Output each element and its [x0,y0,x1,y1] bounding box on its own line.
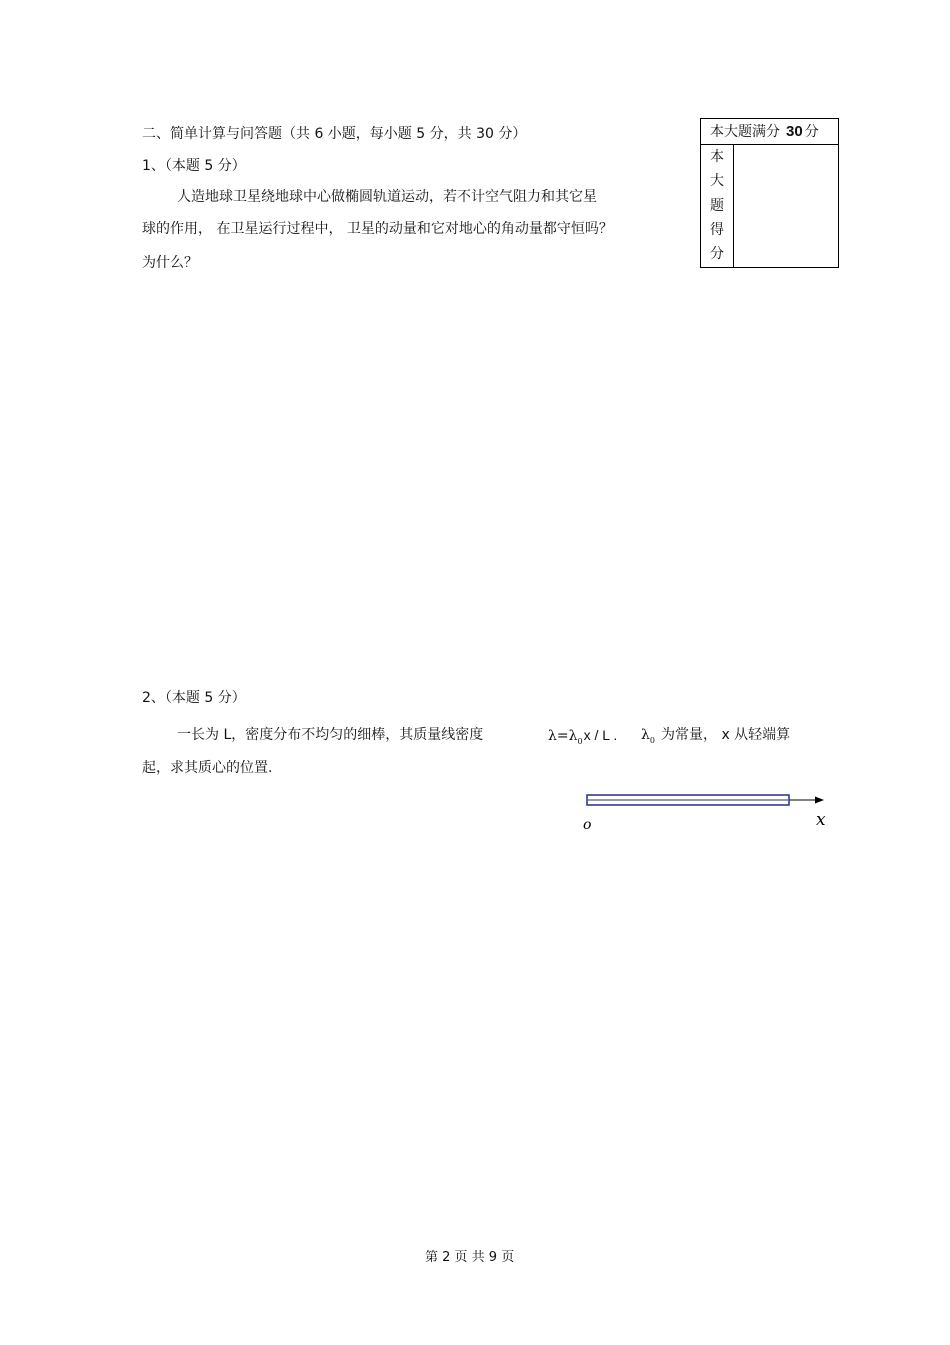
score-box-side-char: 大 [710,173,724,190]
formula-lambda: λ=λ [548,728,578,744]
q1-text-line3: 为什么？ [142,255,198,271]
score-box-unit: 分 [804,124,819,140]
q2-text-line2: 起，求其质心的位置. [142,760,273,776]
q1-text-line1: 人造地球卫星绕地球中心做椭圆轨道运动，若不计空气阻力和其它星 [177,189,597,205]
score-entry-field[interactable] [735,146,838,267]
score-box-side-label [701,145,734,268]
q2-constant-symbol [641,728,655,745]
q1-text-line2: 球的作用， 在卫星运行过程中， 卫星的动量和它对地心的角动量都守恒吗？ [142,221,613,237]
constant-subscript: 0 [649,735,655,745]
axis-x-label: x [816,810,826,830]
q2-text-line1-after: 为常量， x 从轻端算 [661,727,791,743]
x-axis-arrowhead [815,797,824,804]
q2-density-formula [548,728,617,746]
score-box-header [701,119,838,145]
score-box-side-char: 本 [710,149,724,165]
score-box-points: 30 [786,123,803,140]
score-box-header-label: 本大题满分 [710,124,780,140]
origin-label: o [583,817,592,833]
q2-number: 2、（本题 5 分） [142,690,246,706]
q1-number: 1、（本题 5 分） [142,158,246,174]
formula-tail: x / L . [583,727,618,743]
score-box [700,118,839,268]
constant-lambda: λ [641,727,650,743]
section-heading: 二、简单计算与问答题（共 6 小题，每小题 5 分，共 30 分） [142,126,527,142]
rod-figure [580,788,840,838]
page-footer: 第 2 页 共 9 页 [425,1250,515,1265]
formula-subscript: 0 [577,736,583,746]
score-box-side-char: 得 [710,221,724,238]
score-box-side-char: 分 [710,246,724,262]
q2-text-line1: 一长为 L，密度分布不均匀的细棒，其质量线密度 [177,727,484,743]
score-box-side-char: 题 [710,197,724,214]
